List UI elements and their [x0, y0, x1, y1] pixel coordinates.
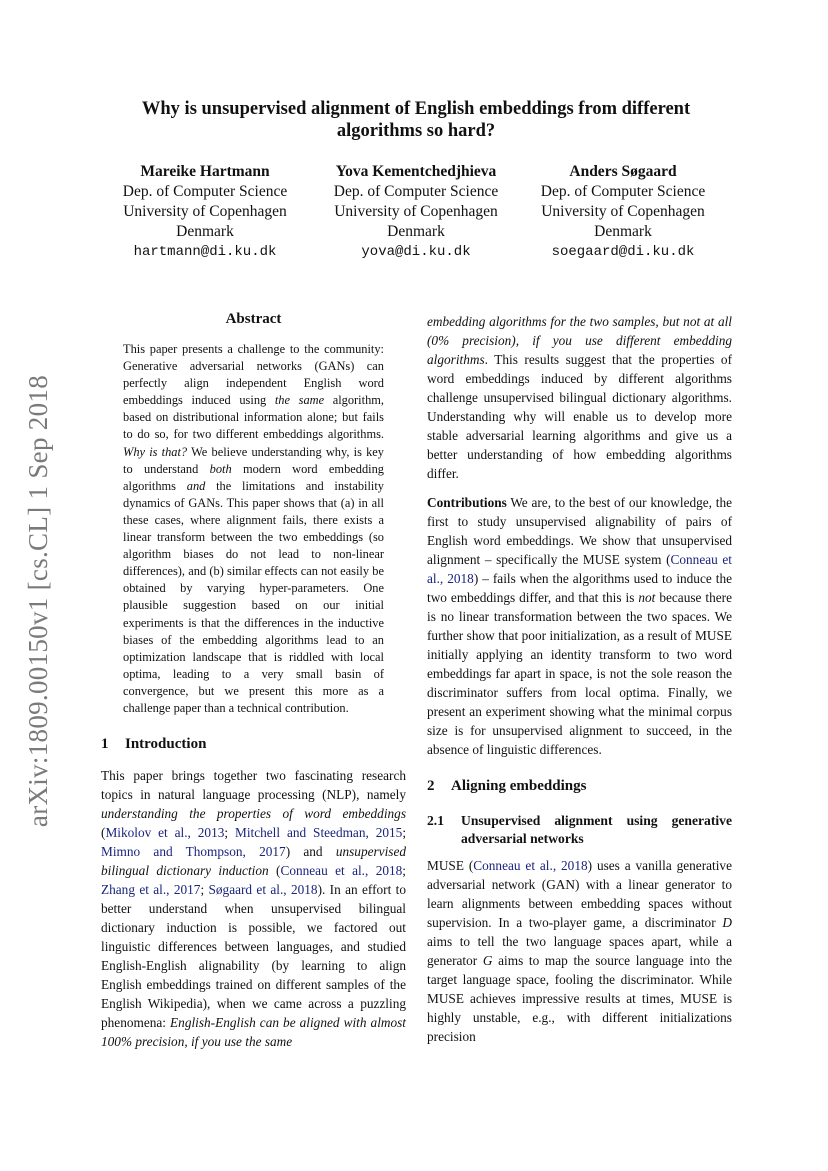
author-email: hartmann@di.ku.dk	[133, 244, 277, 260]
author-name: Yova Kementchedjhieva	[335, 163, 497, 180]
citation-link[interactable]: Mitchell and Steedman, 2015	[235, 825, 403, 841]
paragraph-heading: Contributions	[427, 495, 507, 510]
text-run: ;	[200, 882, 209, 898]
section-heading-introduction	[101, 735, 406, 754]
emphasis: both	[209, 461, 232, 476]
text-run: MUSE (	[427, 858, 474, 873]
math-variable: G	[482, 953, 493, 968]
citation-link[interactable]: Mikolov et al., 2013	[105, 825, 225, 841]
section-number: 2	[427, 778, 435, 794]
text-run: (	[101, 825, 106, 841]
text-run: This paper brings together two fascinating research topics in natural language processing (NLP), namely	[101, 768, 406, 803]
text-run: ) uses a vanilla generative adversarial network (GAN) with a linear generator to learn alignments between embedding spaces without supervision. In a two-player game, a discriminator	[427, 858, 732, 930]
left-column	[101, 310, 406, 1051]
text-run: ;	[402, 863, 406, 879]
paper-title	[96, 98, 736, 142]
text-run: ;	[224, 825, 235, 841]
text-run: We believe understanding why, is key to understand	[123, 444, 385, 476]
text-run: aims to tell the two language spaces apart, while a generator	[427, 934, 732, 968]
text-run: (	[268, 863, 281, 879]
introduction-continuation	[427, 312, 732, 483]
emphasis: the same	[274, 393, 325, 408]
section-title: Aligning embeddings	[451, 778, 587, 794]
right-column	[427, 312, 732, 1046]
section-heading-aligning	[427, 777, 732, 796]
author-name: Anders Søgaard	[569, 163, 677, 180]
citation-link[interactable]: Mimno and Thompson, 2017	[101, 844, 286, 860]
text-run: We are, to the best of our knowledge, the first to study unsupervised alignability of pairs of English word embeddings. We show that unsupervised alignment – specifically the MUSE system (	[427, 495, 732, 567]
text-run: modern word embedding algorithms	[123, 461, 384, 493]
text-run: This paper presents a challenge to the community: Generative adversarial networks (GANs) can perfectly align independent English word embeddings induced using	[123, 342, 384, 408]
emphasis: not	[638, 590, 656, 605]
text-run: ) – fails when the algorithms used to induce the two embeddings differ, and that this is	[427, 571, 732, 605]
contributions-paragraph	[427, 493, 732, 759]
citation-link[interactable]: Conneau et al., 2018	[473, 858, 588, 873]
section-number: 1	[101, 736, 109, 753]
citation-link[interactable]: Conneau et al., 2018	[280, 863, 403, 879]
author-university: University of Copenhagen	[541, 203, 705, 220]
abstract-text	[101, 341, 406, 717]
author-name: Mareike Hartmann	[140, 163, 270, 180]
citation-link[interactable]: Søgaard et al., 2018	[208, 882, 318, 898]
author-university: University of Copenhagen	[334, 203, 498, 220]
text-run: the limitations and instability dynamics of GANs. This paper shows that (a) in all these cases, where alignment fails, there exists a linear transform between the two embeddings (so algorithm biases do not lead to non-linear differences), and (b) similar effects can not easily be obtained by varying hyper-parameters. One plausible suggestion based on our initial experiments is that the differences in the inductive biases of the embedding algorithms lead to an optimization landscape that is riddled with local optima, leading to a very small basin of convergence, but we present this more as a challenge paper than a technical contribution.	[123, 478, 384, 715]
author-department: Dep. of Computer Science	[333, 183, 499, 200]
text-run: ;	[402, 825, 407, 841]
math-variable: D	[722, 915, 732, 930]
introduction-paragraph	[101, 766, 406, 1051]
citation-link[interactable]: Zhang et al., 2017	[101, 882, 201, 898]
emphasis: unsupervised bilingual dictionary induction	[101, 844, 406, 879]
emphasis: understanding the properties of word embeddings	[101, 806, 406, 822]
author-country: Denmark	[594, 223, 652, 240]
author-1	[100, 162, 310, 262]
text-run: aims to map the source language into the target language space, fooling the discriminator. While MUSE achieves impressive results at times, MUSE is highly unstable, e.g., with different initializations precision	[427, 953, 732, 1044]
text-run: algorithm, based on distributional information alone; but fails to do so, for two different embeddings algorithms.	[123, 393, 385, 442]
text-run: . This results suggest that the properties of word embeddings induced by different algorithms challenge unsupervised bilingual dictionary algorithms. Understanding why will enable us to develop more stable adversarial learning algorithms and give us a better understanding of how embedding algorithms differ.	[427, 352, 732, 481]
author-email: soegaard@di.ku.dk	[551, 244, 695, 260]
author-university: University of Copenhagen	[123, 203, 287, 220]
author-2	[311, 162, 521, 262]
title-line: Why is unsupervised alignment of English embeddings from different	[141, 99, 691, 119]
author-country: Denmark	[387, 223, 445, 240]
citation-link[interactable]: Conneau et al., 2018	[427, 552, 733, 586]
subsection-title: Unsupervised alignment using generative adversarial networks	[461, 813, 732, 846]
title-line: algorithms so hard?	[336, 121, 496, 141]
author-email: yova@di.ku.dk	[361, 244, 471, 260]
author-department: Dep. of Computer Science	[540, 183, 706, 200]
emphasis: English-English can be aligned with almost 100% precision, if you use the same	[101, 1015, 407, 1050]
section-title: Introduction	[125, 736, 207, 753]
arxiv-identifier: arXiv:1809.00150v1 [cs.CL] 1 Sep 2018	[23, 375, 53, 828]
subsection-heading	[427, 812, 732, 848]
muse-paragraph	[427, 856, 732, 1046]
author-country: Denmark	[176, 223, 234, 240]
emphasis: and	[186, 478, 206, 493]
text-run: ). In an effort to better understand when unsupervised bilingual dictionary induction is possible, we factored out linguistic differences between languages, and studied English-English alignability (by learning to align English embeddings trained on different samples of the English Wikipedia), when we came across a puzzling phenomena:	[101, 882, 406, 1031]
subsection-number: 2.1	[427, 813, 444, 828]
text-run: ) and	[285, 844, 336, 860]
author-department: Dep. of Computer Science	[122, 183, 288, 200]
emphasis: embedding algorithms for the two samples, but not at all (0% precision), if you use different embedding algorithms	[427, 314, 732, 367]
text-run: because there is no linear transformation between the two spaces. We further show that poor initialization, as a result of MUSE initially applying an identity transform to two word embeddings far apart in space, is not the sole reason the discriminator suffers from local optima. Finally, we present an experiment showing what the minimal corpus size is for unsupervised alignment to succeed, in the absence of linguistic differences.	[427, 590, 732, 757]
abstract-heading: Abstract	[225, 311, 282, 327]
author-3	[518, 162, 728, 262]
emphasis: Why is that?	[123, 444, 188, 459]
